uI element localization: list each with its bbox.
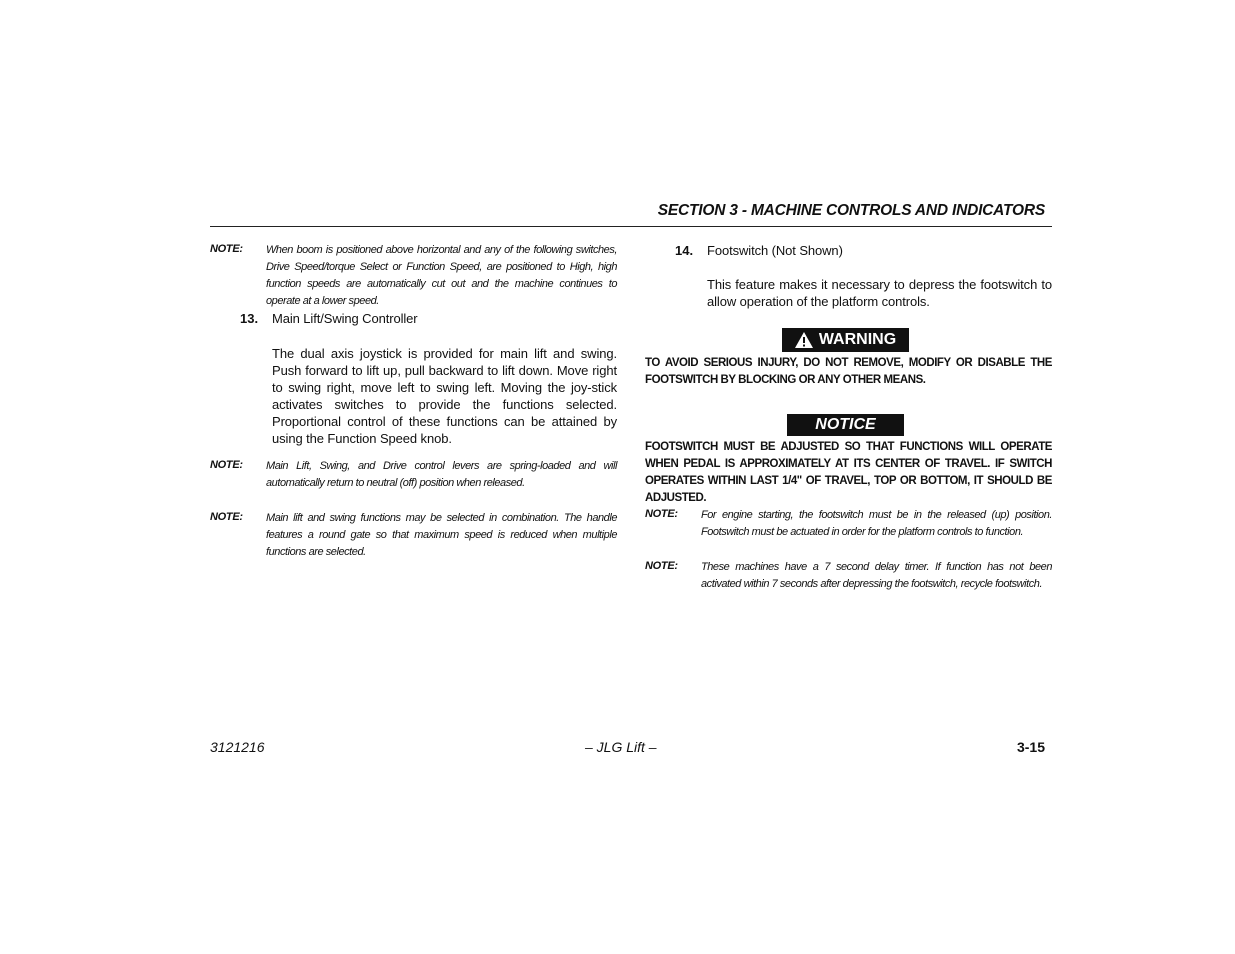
footer-center: – JLG Lift – bbox=[585, 739, 657, 755]
warning-text: TO AVOID SERIOUS INJURY, DO NOT REMOVE, MODIFY OR DISABLE THE FOOTSWITCH BY BLOCKING OR ANY OTHER MEANS. bbox=[645, 357, 1052, 386]
note-text: Main lift and swing functions may be selected in combination. The handle features a round gate so that maximum speed is reduced when multiple functions are selected. bbox=[266, 512, 617, 558]
notice-badge: NOTICE bbox=[787, 414, 904, 436]
item-title: Footswitch (Not Shown) bbox=[707, 243, 843, 258]
note-label: NOTE: bbox=[645, 560, 678, 572]
note-text: When boom is positioned above horizontal and any of the following switches, Drive Speed/torque Select or Function Speed, are positioned to High, high function speeds are automatically cut out and the machine continues to operate at a lower speed. bbox=[266, 244, 617, 307]
item-number: 14. bbox=[675, 243, 694, 258]
warning-label: WARNING bbox=[818, 331, 897, 348]
warning-triangle-icon bbox=[795, 332, 813, 348]
note-label: NOTE: bbox=[210, 243, 243, 255]
header-divider bbox=[210, 226, 1052, 227]
note-text: Main Lift, Swing, and Drive control levers are spring-loaded and will automatically return to neutral (off) position when released. bbox=[266, 460, 617, 489]
note-label: NOTE: bbox=[210, 511, 243, 523]
item-body: This feature makes it necessary to depress the footswitch to allow operation of the platform controls. bbox=[707, 277, 1052, 309]
note-text: These machines have a 7 second delay timer. If function has not been activated within 7 seconds after depressing the footswitch, recycle footswitch. bbox=[701, 561, 1052, 590]
note-label: NOTE: bbox=[645, 508, 678, 520]
warning-badge bbox=[782, 328, 909, 352]
item-title: Main Lift/Swing Controller bbox=[272, 311, 418, 326]
notice-text: FOOTSWITCH MUST BE ADJUSTED SO THAT FUNCTIONS WILL OPERATE WHEN PEDAL IS APPROXIMATELY AT ITS CENTER OF TRAVEL. IF SWITCH OPERATES WITHIN LAST 1/4" OF TRAVEL, TOP OR BOTTOM, IT SHOULD BE ADJUSTED. bbox=[645, 441, 1052, 504]
note-label: NOTE: bbox=[210, 459, 243, 471]
note-text: For engine starting, the footswitch must be in the released (up) position. Footswitch must be actuated in order for the platform controls to function. bbox=[701, 509, 1052, 538]
page-number: 3-15 bbox=[1016, 739, 1045, 755]
item-body: The dual axis joystick is provided for main lift and swing. Push forward to lift up, pull backward to lift down. Move right to swing right, move left to swing left. Moving the joy-stick activates switches to provide the functions selected. Proportional control of these functions can be attained by using the Function Speed knob. bbox=[272, 346, 617, 446]
item-number: 13. bbox=[240, 311, 259, 326]
document-number: 3121216 bbox=[210, 739, 265, 755]
section-title: SECTION 3 - MACHINE CONTROLS AND INDICATORS bbox=[657, 202, 1045, 219]
